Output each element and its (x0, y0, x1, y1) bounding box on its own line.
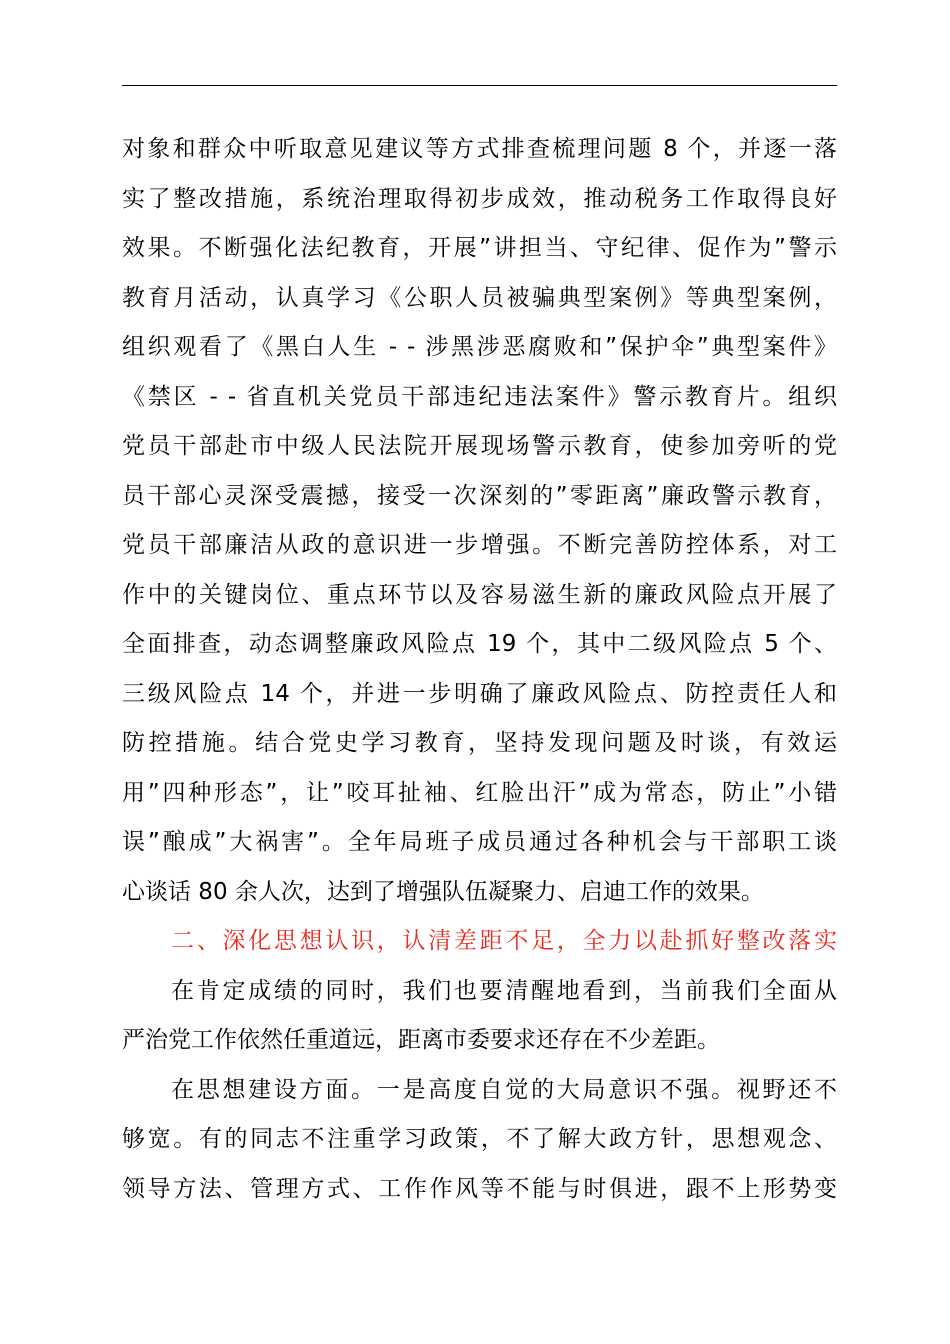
text-line: 教育月活动，认真学习《公职人员被骗典型案例》等典型案例， (122, 284, 837, 311)
text-line: 实了整改措施，系统治理取得初步成效，推动税务工作取得良好 (122, 185, 837, 212)
text-line: 心谈话 80 余人次，达到了增强队伍凝聚力、启迪工作的效果。 (122, 878, 764, 905)
text-line: 《禁区 - - 省直机关党员干部违纪违法案件》警示教育片。组织 (122, 383, 837, 410)
header-rule (122, 85, 837, 86)
text-line: 领导方法、管理方式、工作作风等不能与时俱进，跟不上形势变 (122, 1175, 837, 1202)
text-line: 效果。不断强化法纪教育，开展”讲担当、守纪律、促作为”警示 (122, 235, 837, 261)
text-line: 组织观看了《黑白人生 - - 涉黑涉恶腐败和”保护伞”典型案件》 (122, 334, 837, 360)
text-line: 作中的关键岗位、重点环节以及容易滋生新的廉政风险点开展了 (122, 581, 837, 608)
text-line: 在肯定成绩的同时，我们也要清醒地看到，当前我们全面从 (171, 977, 837, 1004)
text-line: 党员干部赴市中级人民法院开展现场警示教育，使参加旁听的党 (122, 433, 837, 459)
text-line: 在思想建设方面。一是高度自觉的大局意识不强。视野还不 (171, 1076, 837, 1103)
section-heading-2: 二、深化思想认识，认清差距不足，全力以赴抓好整改落实 (171, 928, 837, 954)
text-line: 对象和群众中听取意见建议等方式排查梳理问题 8 个，并逐一落 (122, 136, 837, 162)
text-line: 党员干部廉洁从政的意识进一步增强。不断完善防控体系，对工 (122, 532, 837, 558)
text-line: 够宽。有的同志不注重学习政策，不了解大政方针，思想观念、 (122, 1126, 837, 1152)
text-line: 用”四种形态”，让”咬耳扯袖、红脸出汗”成为常态，防止”小错 (122, 779, 837, 806)
text-line: 员干部心灵深受震撼，接受一次深刻的”零距离”廉政警示教育， (122, 482, 837, 509)
paragraph-achievements (122, 129, 837, 921)
text-line: 防控措施。结合党史学习教育，坚持发现问题及时谈，有效运 (122, 730, 837, 756)
document-body (122, 129, 837, 1218)
text-line: 三级风险点 14 个，并进一步明确了廉政风险点、防控责任人和 (122, 680, 837, 707)
text-line: 误”酿成”大祸害”。全年局班子成员通过各种机会与干部职工谈 (122, 829, 837, 855)
text-line: 全面排查，动态调整廉政风险点 19 个，其中二级风险点 5 个、 (122, 631, 837, 657)
paragraph-ideology (122, 1070, 837, 1219)
text-line: 严治党工作依然任重道远，距离市委要求还存在不少差距。 (122, 1027, 720, 1053)
paragraph-gap-summary (122, 971, 837, 1070)
